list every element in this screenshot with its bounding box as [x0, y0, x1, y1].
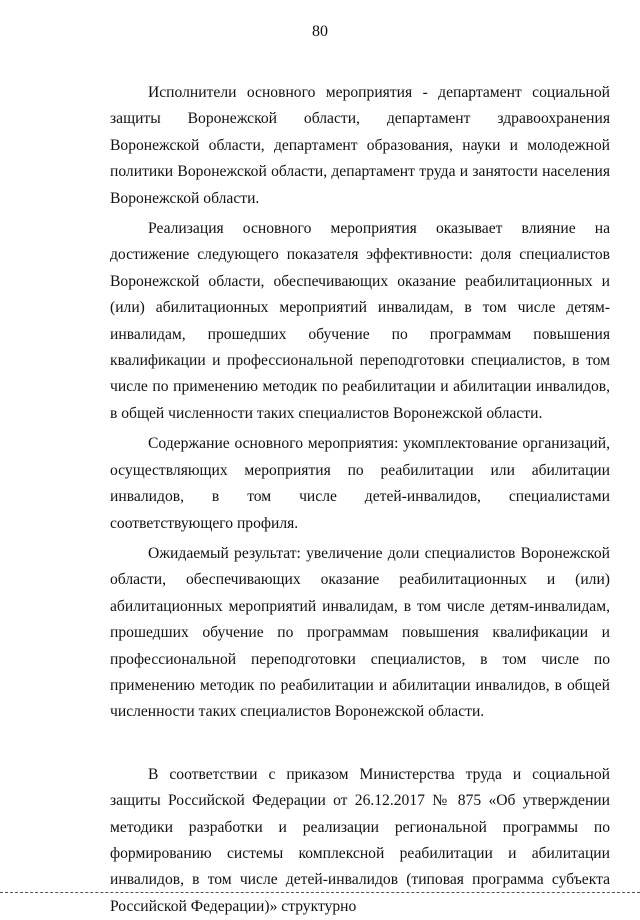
scan-bottom-edge [0, 892, 640, 893]
paragraph-impact: Реализация основного мероприятия оказывает влияние на достижение следующего показателя эффективности: доля специалистов Воронежской области, обеспечивающих оказание реабилитационных и (или) абилитационных мероприятий инвалидам, в том числе детям-инвалидам, прошедших обучение по программам повышения квалификации и профессиональной переподготовки специалистов, в том числе по применению методик по реабилитации и абилитации инвалидов, в общей численности таких специалистов Воронежской области. [110, 220, 610, 422]
paragraph-expected-result: Ожидаемый результат: увеличение доли специалистов Воронежской области, обеспечивающих оказание реабилитационных и (или) абилитационных мероприятий инвалидам, в том числе детям-инвалидам, прошедших обучение по программам повышения квалификации и профессиональной переподготовки специалистов, в том числе по применению методик по реабилитации и абилитации инвалидов, в общей численности таких специалистов Воронежской области. [110, 544, 610, 721]
paragraph-executors: Исполнители основного мероприятия - департамент социальной защиты Воронежской области, департамент здравоохранения Воронежской области, департамент образования, науки и молодежной политики Воронежской области, департамент труда и занятости населения Воронежской области. [110, 84, 610, 207]
page-number: 80 [312, 23, 328, 40]
document-body [110, 80, 610, 920]
paragraph-content: Содержание основного мероприятия: укомплектование организаций, осуществляющих мероприятия по реабилитации или абилитации инвалидов, в том числе детей-инвалидов, специалистами соответствующего профиля. [110, 435, 610, 532]
paragraph-order-reference: В соответствии с приказом Министерства труда и социальной защиты Российской Федерации от 26.12.2017 № 875 «Об утверждении методики разработки и реализации региональной программы по формированию системы комплексной реабилитации и абилитации инвалидов, в том числе детей-инвалидов (типовая программа субъекта Российской Федерации)» структурно [110, 765, 610, 915]
